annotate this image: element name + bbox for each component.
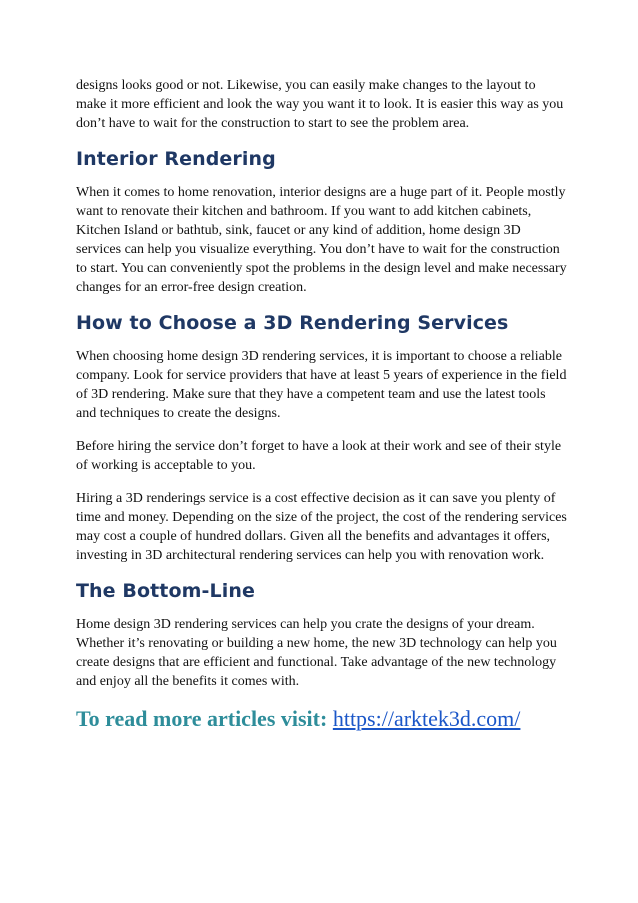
choose-paragraph-1: When choosing home design 3D rendering services, it is important to choose a reliable company. Look for service providers that have at least 5 years of experience in the field of 3D rendering. Make sure that they have a competent team and use the latest tools and techniques to create the designs. bbox=[76, 349, 567, 421]
intro-paragraph: designs looks good or not. Likewise, you can easily make changes to the layout to make it more efficient and look the way you want it to look. It is easier this way as you don’t have to wait for the construction to start to see the problem area. bbox=[76, 78, 564, 131]
document-page bbox=[76, 76, 568, 733]
choose-paragraph-3: Hiring a 3D renderings service is a cost effective decision as it can save you plenty of time and money. Depending on the size of the project, the cost of the rendering services may cost a couple of hundred dollars. Given all the benefits and advantages it offers, investing in 3D architectural rendering services can help you with renovation work. bbox=[76, 491, 567, 563]
interior-rendering-heading: Interior Rendering bbox=[76, 148, 276, 170]
bottom-line-paragraph: Home design 3D rendering services can help you crate the designs of your dream. Whether it’s renovating or building a new home, the new 3D technology can help you create designs that are efficient and functional. Take advantage of the new technology and enjoy all the benefits it comes with. bbox=[76, 617, 557, 689]
bottom-line-heading: The Bottom-Line bbox=[76, 580, 255, 602]
choose-paragraph-2: Before hiring the service don’t forget to have a look at their work and see of their style of working is acceptable to you. bbox=[76, 439, 562, 473]
interior-rendering-paragraph: When it comes to home renovation, interior designs are a huge part of it. People mostly want to renovate their kitchen and bathroom. If you want to add kitchen cabinets, Kitchen Island or bathtub, sink, faucet or any kind of addition, home design 3D services can help you visualize everything. You don’t have to wait for the construction to start. You can conveniently spot the problems in the design level and make necessary changes for an error-free design creation. bbox=[76, 185, 567, 295]
read-more-callout bbox=[76, 705, 568, 733]
arktek-website-link[interactable]: https://arktek3d.com/ bbox=[332, 706, 521, 731]
choose-services-heading: How to Choose a 3D Rendering Services bbox=[76, 312, 509, 334]
read-more-label: To read more articles visit: bbox=[76, 706, 333, 731]
